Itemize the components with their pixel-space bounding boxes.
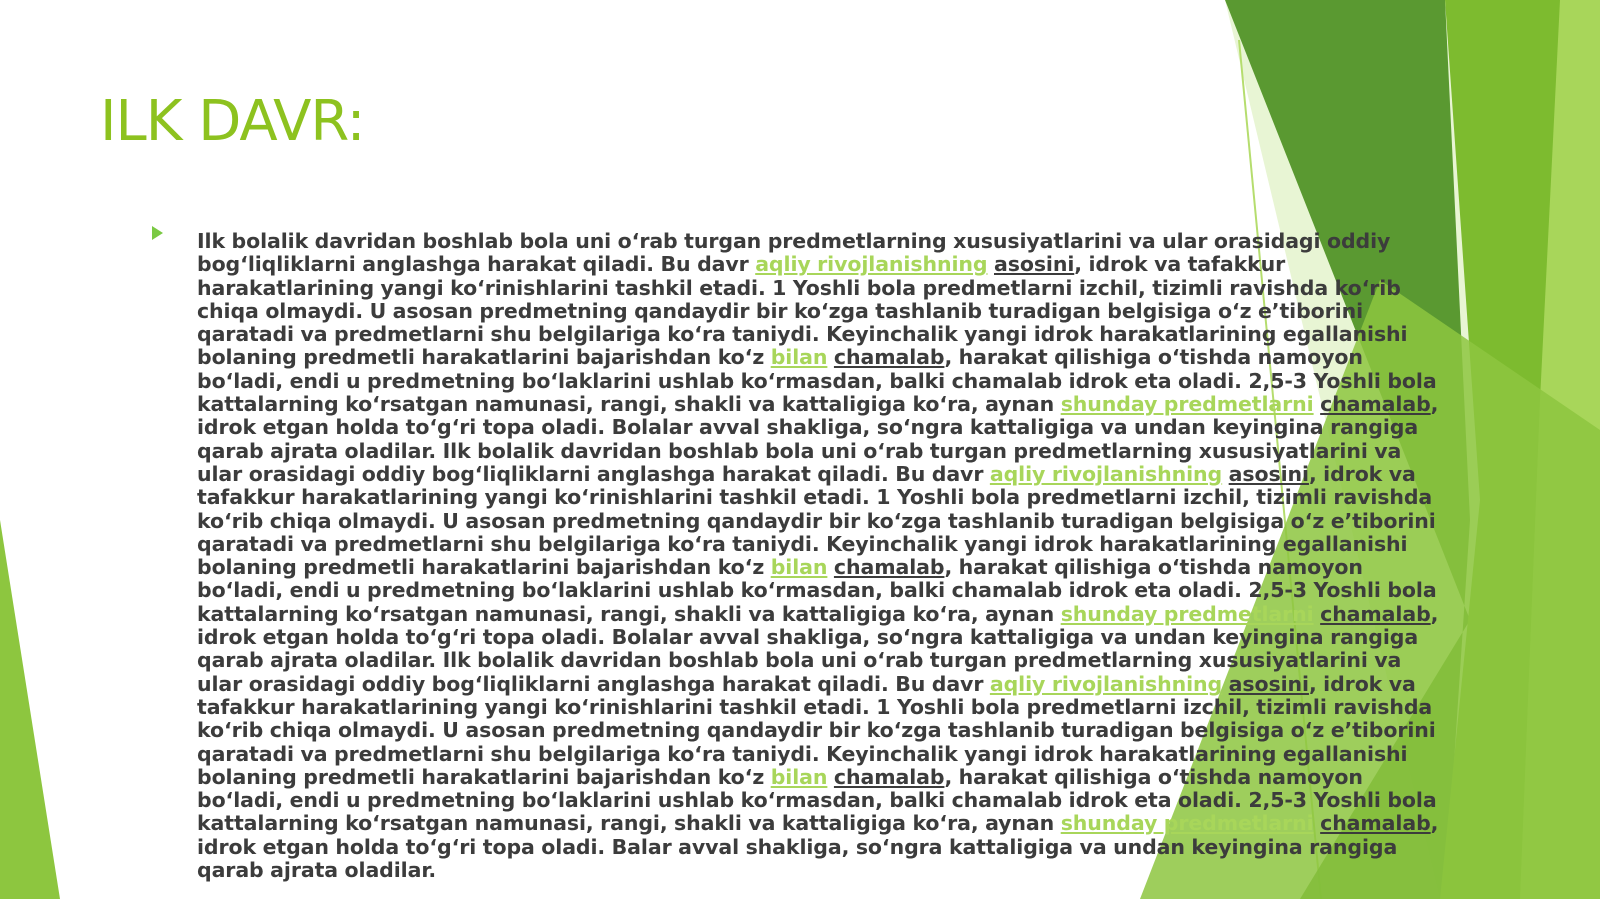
hyperlink-text[interactable]: aqliy rivojlanishning bbox=[989, 671, 1223, 696]
body-text-run: , harakat qilishiga o‘tishda namoyon bo‘ladi, endi u predmetning bo‘laklarini ushlab ko‘rmasdan, balki chamalab idrok eta oladi. 2,5-3 Yoshli bola kattalarning ko‘rsatgan namunasi, rangi, shakli va kattaligiga ko‘ra, aynan bbox=[197, 345, 1437, 417]
underlined-link-text[interactable]: chamalab bbox=[1320, 601, 1431, 626]
hyperlink-text[interactable]: bilan bbox=[770, 345, 828, 370]
hyperlink-text[interactable]: bilan bbox=[770, 555, 828, 580]
triangle-bullet-icon bbox=[152, 226, 163, 240]
underlined-link-text[interactable]: asosini bbox=[1228, 671, 1309, 696]
body-text-run: , idrok va tafakkur harakatlarining yangi ko‘rinishlarini tashkil etadi. 1 Yoshli bola predmetlarni izchil, tizimli ravishda ko‘rib chiqa olmaydi. U asosan predmetning qandaydir bir ko‘zga tashlanib turadigan belgisiga o‘z e’tiborini qaratadi va predmetlarni shu belgilariga ko‘ra taniydi. Keyinchalik yangi idrok harakatlarining egallanishi bolaning predmetli harakatlarini bajarishdan ko‘z bbox=[197, 671, 1436, 789]
underlined-link-text[interactable]: chamalab bbox=[833, 345, 945, 370]
body-text-run: , harakat qilishiga o‘tishda namoyon bo‘ladi, endi u predmetning bo‘laklarini ushlab ko‘rmasdan, balki chamalab idrok eta oladi. 2,5-3 Yoshli bola kattalarning ko‘rsatgan namunasi, rangi, shakli va kattaligiga ko‘ra, aynan bbox=[197, 764, 1437, 836]
hyperlink-text[interactable]: bilan bbox=[770, 764, 828, 789]
body-text-run: , idrok va tafakkur harakatlarining yangi ko‘rinishlarini tashkil etadi. 1 Yoshli bola predmetlarni izchil, tizimli ravishda ko‘rib chiqa olmaydi. U asosan predmetning qandaydir bir ko‘zga tashlanib turadigan belgisiga o‘z e’tiborini qaratadi va predmetlarni shu belgilariga ko‘ra taniydi. Keyinchalik yangi idrok harakatlarining egallanishi bolaning predmetli harakatlarini bajarishdan ko‘z bbox=[197, 461, 1436, 580]
body-text-run: , idrok etgan holda to‘g‘ri topa oladi. Bolalar avval shakliga, so‘ngra kattaligiga va undan keyingina rangiga qarab ajrata oladilar. Ilk bolalik davridan boshlab bola uni o‘rab turgan predmetlarning xususiyatlarini va ular orasidagi oddiy bog‘liqliklarni anglashga harakat qiladi. Bu davr bbox=[197, 601, 1439, 696]
underlined-link-text[interactable]: chamalab bbox=[1320, 392, 1431, 417]
body-text-run: , idrok etgan holda to‘g‘ri topa oladi. Bolalar avval shakliga, so‘ngra kattaligiga va undan keyingina rangiga qarab ajrata oladilar. Ilk bolalik davridan boshlab bola uni o‘rab turgan predmetlarning xususiyatlarini va ular orasidagi oddiy bog‘liqliklarni anglashga harakat qiladi. Bu davr bbox=[197, 392, 1439, 486]
slide-title: ILK DAVR: bbox=[100, 89, 365, 154]
body-paragraph bbox=[197, 230, 1447, 882]
body-text-run: , idrok etgan holda to‘g‘ri topa oladi. Balar avval shakliga, so‘ngra kattaligiga va undan keyingina rangiga qarab ajrata oladilar. bbox=[197, 811, 1439, 883]
hyperlink-text[interactable]: aqliy rivojlanishning bbox=[755, 252, 988, 277]
left-green-wedge bbox=[0, 520, 60, 899]
hyperlink-text[interactable]: aqliy rivojlanishning bbox=[989, 461, 1223, 486]
hyperlink-text[interactable]: shunday predmetlarni bbox=[1060, 811, 1314, 836]
underlined-link-text[interactable]: asosini bbox=[1228, 461, 1309, 486]
underlined-link-text[interactable]: chamalab bbox=[1320, 811, 1431, 836]
underlined-link-text[interactable]: chamalab bbox=[833, 764, 945, 789]
body-text-run: Ilk bolalik davridan boshlab bola uni o‘rab turgan predmetlarning xususiyatlarini va ular orasidagi oddiy bog‘liqliklarni anglashga harakat qiladi. Bu davr bbox=[197, 229, 1391, 277]
underlined-link-text[interactable]: asosini bbox=[994, 252, 1075, 277]
underlined-link-text[interactable]: chamalab bbox=[833, 555, 945, 580]
hyperlink-text[interactable]: shunday predmetlarni bbox=[1060, 601, 1314, 626]
body-text-run: , harakat qilishiga o‘tishda namoyon bo‘ladi, endi u predmetning bo‘laklarini ushlab ko‘rmasdan, balki chamalab idrok eta oladi. 2,5-3 Yoshli bola kattalarning ko‘rsatgan namunasi, rangi, shakli va kattaligiga ko‘ra, aynan bbox=[197, 555, 1437, 626]
body-text-run: , idrok va tafakkur harakatlarining yangi ko‘rinishlarini tashkil etadi. 1 Yoshli bola predmetlarni izchil, tizimli ravishda ko‘rib chiqa olmaydi. U asosan predmetning qandaydir bir ko‘zga tashlanib turadigan belgisiga o‘z e’tiborini qaratadi va predmetlarni shu belgilariga ko‘ra taniydi. Keyinchalik yangi idrok harakatlarining egallanishi bolaning predmetli harakatlarini bajarishdan ko‘z bbox=[197, 252, 1408, 370]
hyperlink-text[interactable]: shunday predmetlarni bbox=[1060, 392, 1314, 417]
